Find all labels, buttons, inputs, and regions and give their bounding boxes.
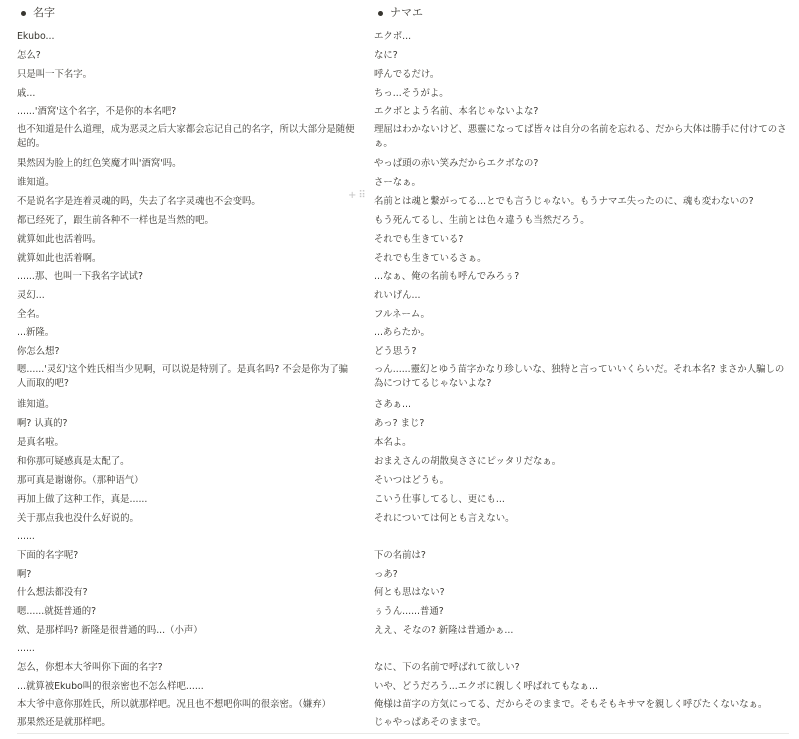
text-line: ...... — [17, 531, 35, 542]
text-line: 啊? 认真的? — [17, 418, 68, 429]
text-line: ちっ...そうがよ。 — [374, 88, 449, 99]
text-line: 怎么，你想本大爷叫你下面的名字? — [17, 662, 163, 673]
text-line: 再加上做了这种工作，真是...... — [17, 494, 148, 505]
text-line: それでも生きている? — [374, 234, 464, 245]
text-line: なに? — [374, 50, 398, 61]
text-line: 戚... — [17, 88, 36, 99]
text-line: 下の名前は? — [374, 550, 426, 561]
right-header — [374, 0, 792, 26]
block-handles[interactable] — [348, 190, 368, 201]
text-line: Ekubo... — [17, 31, 55, 42]
text-line: 全名。 — [17, 309, 46, 320]
bullet-icon — [21, 11, 26, 16]
right-header-label: ナマエ — [390, 6, 423, 19]
text-line: 呼んでるだけ。 — [374, 69, 440, 80]
text-line: 欸、是那样吗? 新隆是很普通的吗...（小声） — [17, 625, 203, 636]
text-line: やっぱ頭の赤い笑みだからエクボなの? — [374, 158, 539, 169]
text-line: さあぁ... — [374, 399, 411, 410]
text-line: 俺様は苗字の方気にってる、だからそのままで。そもそもキサマを親しく呼びたくないなぁ。 — [374, 699, 768, 710]
text-line: ええ、そなの? 新隆は普通かぁ... — [374, 625, 514, 636]
text-line: 下面的名字呢? — [17, 550, 79, 561]
text-line: ...... — [17, 643, 35, 654]
text-line: 和你那可疑感真是太配了。 — [17, 456, 130, 467]
text-line: おまえさんの胡散臭ささにピッタリだなぁ。 — [374, 456, 562, 467]
drag-handle-icon[interactable]: ⠿ — [358, 190, 368, 201]
left-header-label: 名字 — [33, 6, 55, 19]
text-line: っあ? — [374, 569, 398, 580]
text-line: ...就算被Ekubo叫的很亲密也不怎么样吧...... — [17, 681, 204, 692]
text-line: 只是叫一下名字。 — [17, 69, 93, 80]
text-line: 本名よ。 — [374, 437, 412, 448]
text-line: こいう仕事してるし、更にも... — [374, 494, 505, 505]
text-line: ...新隆。 — [17, 327, 55, 338]
text-line: そいつはどうも。 — [374, 475, 450, 486]
text-line: 名前とは魂と繋がってる...とでも言うじゃない。もうナマエ失ったのに、魂も変わないの? — [374, 196, 754, 207]
text-line: 理屈はわかないけど、悪靈になってば皆々は自分の名前を忘れる、だから大体は勝手に付けてのさぁ。 — [374, 124, 787, 149]
text-line: ...あらたか。 — [374, 327, 430, 338]
text-line: 是真名啦。 — [17, 437, 64, 448]
text-line: 什么想法都没有? — [17, 587, 88, 598]
text-line: なに、下の名前で呼ばれて欲しい? — [374, 662, 520, 673]
left-column — [17, 0, 357, 728]
text-line: 灵幻... — [17, 290, 45, 301]
text-line: 嗯......就挺普通的? — [17, 606, 97, 617]
text-line: じゃやっぱあそのままで。 — [374, 717, 487, 728]
text-line: エクボ... — [374, 31, 412, 42]
add-block-icon[interactable]: + — [348, 190, 359, 201]
text-line: 你怎么想? — [17, 346, 60, 357]
text-line: ぅうん......普通? — [374, 606, 444, 617]
text-line: いや、どうだろう...エクボに親しく呼ばれてもなぁ... — [374, 681, 598, 692]
text-line: 都已经死了，跟生前各种不一样也是当然的吧。 — [17, 215, 214, 226]
text-line: ......那、也叫一下我名字试试? — [17, 271, 143, 282]
text-line: さーなぁ。 — [374, 177, 421, 188]
divider — [17, 733, 789, 734]
text-line: 关于那点我也没什么好说的。 — [17, 513, 139, 524]
text-line: 不是说名字是连着灵魂的吗，失去了名字灵魂也不会变吗。 — [17, 196, 261, 207]
text-line: あっ? まじ? — [374, 418, 425, 429]
text-line: ...なぁ、俺の名前も呼んでみろぅ? — [374, 271, 520, 282]
text-line: それでも生きているさぁ。 — [374, 253, 487, 264]
text-line: ......'酒窝'这个名字，不是你的本名吧? — [17, 106, 177, 117]
left-header — [17, 0, 357, 26]
text-line: フルネーム。 — [374, 309, 430, 320]
text-line: もう死んてるし、生前とは色々違うも当然だろう。 — [374, 215, 590, 226]
text-line: 那果然还是就那样吧。 — [17, 717, 111, 728]
right-column — [374, 0, 792, 728]
text-line: 就算如此也活着吗。 — [17, 234, 102, 245]
text-line: 就算如此也活着啊。 — [17, 253, 102, 264]
bullet-icon — [378, 11, 383, 16]
text-line: 那可真是谢谢你。（那种语气） — [17, 475, 144, 486]
text-line: エクボとよう名前、本名じゃないよな? — [374, 106, 539, 117]
text-line: 谁知道。 — [17, 399, 55, 410]
text-line: 果然因为脸上的红色笑魔才叫'酒窝'吗。 — [17, 158, 182, 169]
text-line: れいげん... — [374, 290, 421, 301]
text-line: 何とも思はない? — [374, 587, 445, 598]
text-line: 谁知道。 — [17, 177, 55, 188]
text-line: それについては何とも言えない。 — [374, 513, 515, 524]
text-line: っん......靈幻とゆう苗字かなり珍しいな、独特と言っていいくらいだ。それ本名? まさか人騙しの為につけてるじゃないよな? — [374, 364, 785, 389]
text-line: 嗯......'灵幻'这个姓氏相当少见啊，可以说是特别了。是真名吗? 不会是你为了骗人而取的吧? — [17, 364, 348, 389]
text-line: 本大爷中意你那姓氏，所以就那样吧。况且也不想吧你叫的很亲密。（嫌弃） — [17, 699, 332, 710]
text-line: どう思う? — [374, 346, 417, 357]
text-line: 也不知道是什么道理，成为恶灵之后大家都会忘记自己的名字，所以大部分是随便起的。 — [17, 124, 355, 149]
text-line: 啊? — [17, 569, 32, 580]
text-line: 怎么? — [17, 50, 41, 61]
